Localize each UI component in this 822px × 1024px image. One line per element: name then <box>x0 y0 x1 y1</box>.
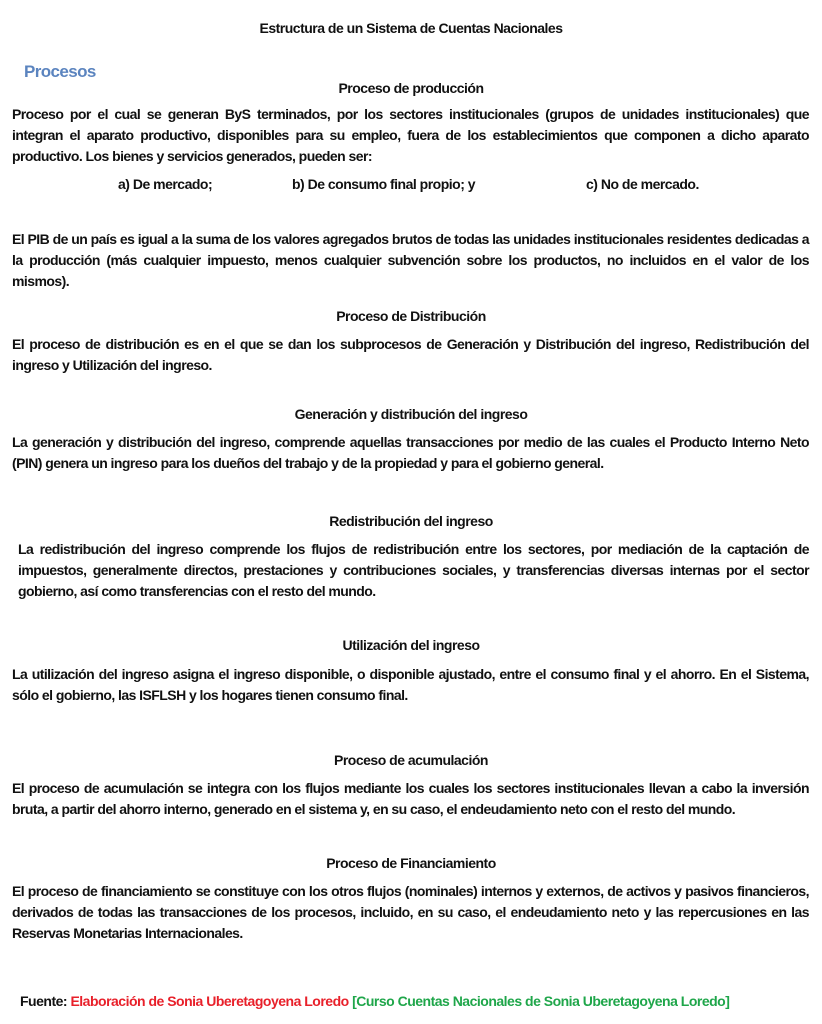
paragraph-redistribucion: La redistribución del ingreso comprende los flujos de redistribución entre los sectores, por mediación de la captación de impuestos, generalmente directos, prestaciones y contribuciones sociales, y transferencias diversas internas por el sector gobierno, así como transferencias con el resto del mundo. <box>18 541 809 599</box>
heading-acumulacion: Proceso de acumulación <box>334 752 488 768</box>
source-line <box>20 993 729 1009</box>
paragraph-distribucion: El proceso de distribución es en el que se dan los subprocesos de Generación y Distribución del ingreso, Redistribución del ingreso y Utilización del ingreso. <box>12 336 809 373</box>
heading-redistribucion: Redistribución del ingreso <box>329 513 493 529</box>
option-mercado: a) De mercado; <box>118 176 213 192</box>
paragraph-utilizacion: La utilización del ingreso asigna el ingreso disponible, o disponible ajustado, entre el consumo final y el ahorro. En el Sistema, sólo el gobierno, las ISFLSH y los hogares tienen consumo final. <box>12 666 809 703</box>
document-title: Estructura de un Sistema de Cuentas Nacionales <box>259 20 563 36</box>
heading-produccion: Proceso de producción <box>338 80 484 96</box>
source-author: Elaboración de Sonia Uberetagoyena Loredo <box>70 993 349 1009</box>
source-course: [Curso Cuentas Nacionales de Sonia Uberetagoyena Loredo] <box>348 993 730 1009</box>
option-no-mercado: c) No de mercado. <box>586 176 699 192</box>
paragraph-financiamiento: El proceso de financiamiento se constituye con los otros flujos (nominales) internos y externos, de activos y pasivos financieros, derivados de todas las transacciones de los procesos, incluido, en su caso, el endeudamiento neto y las repercusiones en las Reservas Monetarias Internacionales. <box>12 883 809 941</box>
paragraph-acumulacion: El proceso de acumulación se integra con los flujos mediante los cuales los sectores institucionales llevan a cabo la inversión bruta, a partir del ahorro interno, generado en el sistema y, en su caso, el endeudamiento neto con el resto del mundo. <box>12 780 809 817</box>
paragraph-pib: El PIB de un país es igual a la suma de los valores agregados brutos de todas las unidades institucionales residentes dedicadas a la producción (más cualquier impuesto, menos cualquier subvención sobre los productos, no incluidos en el valor de los mismos). <box>12 231 809 289</box>
paragraph-produccion: Proceso por el cual se generan ByS terminados, por los sectores institucionales (grupos de unidades institucionales) que integran el aparato productivo, disponibles para su empleo, fuera de los establecimientos que componen a dicho aparato productivo. Los bienes y servicios generados, pueden ser: <box>12 106 809 164</box>
heading-utilizacion: Utilización del ingreso <box>342 637 480 653</box>
heading-generacion: Generación y distribución del ingreso <box>294 406 528 422</box>
heading-distribucion: Proceso de Distribución <box>336 308 486 324</box>
heading-financiamiento: Proceso de Financiamiento <box>326 855 496 871</box>
section-label-procesos: Procesos <box>24 62 96 81</box>
production-options <box>0 176 822 196</box>
source-label: Fuente: <box>20 993 71 1009</box>
paragraph-generacion: La generación y distribución del ingreso, comprende aquellas transacciones por medio de las cuales el Producto Interno Neto (PIN) genera un ingreso para los dueños del trabajo y de la propiedad y para el gobierno general. <box>12 434 809 471</box>
option-consumo-final-propio: b) De consumo final propio; y <box>292 176 476 192</box>
